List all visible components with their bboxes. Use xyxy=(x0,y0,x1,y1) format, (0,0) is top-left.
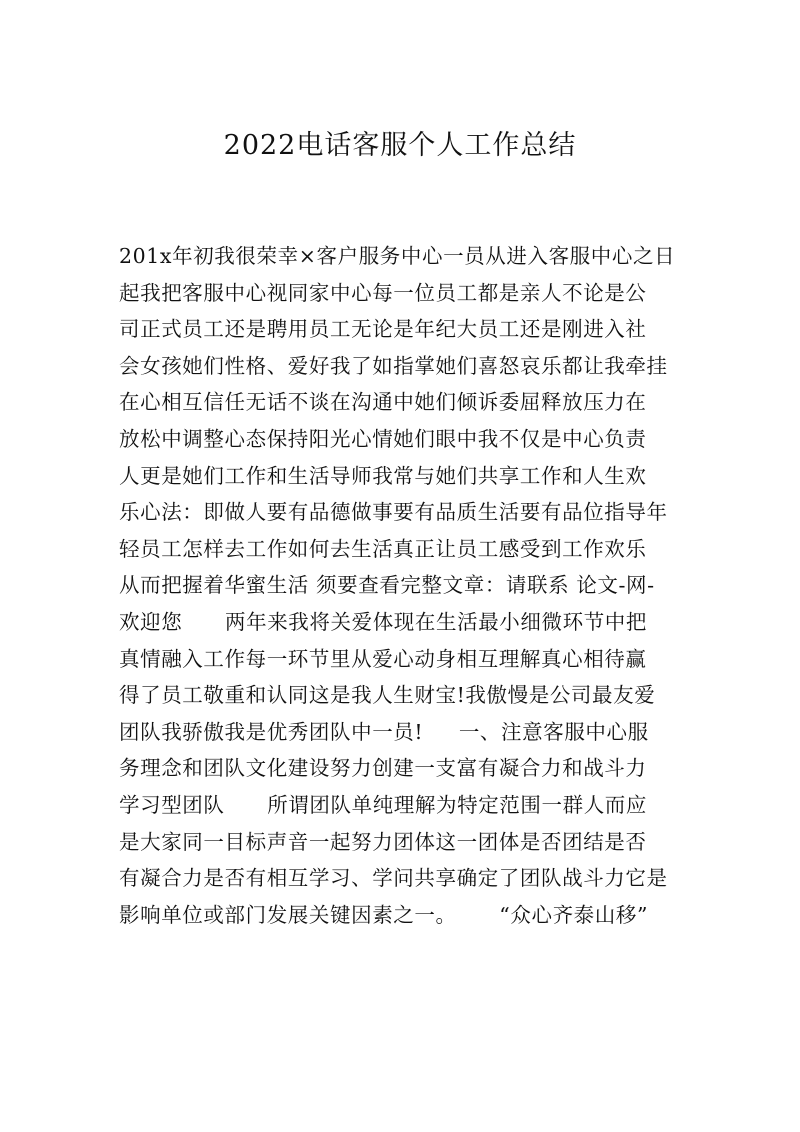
document-body xyxy=(119,238,699,933)
body-line: 在心相互信任无话不谈在沟通中她们倾诉委屈释放压力在 xyxy=(119,390,647,415)
body-line: 会女孩她们性格、爱好我了如指掌她们喜怒哀乐都让我牵挂 xyxy=(119,353,668,378)
body-line: 真情融入工作每一环节里从爱心动身相互理解真心相待赢 xyxy=(119,646,647,671)
document-title: 2022电话客服个人工作总结 xyxy=(223,130,577,161)
body-line: 201x年初我很荣幸×客户服务中心一员从进入客服中心之日 xyxy=(119,244,676,268)
body-line: 学习型团队 所谓团队单纯理解为特定范围一群人而应 xyxy=(119,792,647,817)
body-line: 影响单位或部门发展关键因素之一。 “众心齐泰山移” xyxy=(119,902,649,927)
body-line: 是大家同一目标声音一起努力团体这一团体是否团结是否 xyxy=(119,829,647,854)
body-line: 团队我骄傲我是优秀团队中一员! 一、注意客服中心服 xyxy=(119,719,649,744)
body-line: 从而把握着华蜜生活 须要查看完整文章：请联系 论文-网- xyxy=(119,573,655,598)
body-line: 起我把客服中心视同家中心每一位员工都是亲人不论是公 xyxy=(119,280,647,305)
body-line: 人更是她们工作和生活导师我常与她们共享工作和人生欢 xyxy=(119,463,647,488)
body-line: 乐心法：即做人要有品德做事要有品质生活要有品位指导年 xyxy=(119,500,668,525)
body-line: 放松中调整心态保持阳光心情她们眼中我不仅是中心负责 xyxy=(119,426,647,451)
body-line: 欢迎您 两年来我将关爱体现在生活最小细微环节中把 xyxy=(119,609,647,634)
body-line: 得了员工敬重和认同这是我人生财宝!我傲慢是公司最友爱 xyxy=(119,683,656,708)
body-line: 务理念和团队文化建设努力创建一支富有凝合力和战斗力 xyxy=(119,756,647,781)
body-line: 轻员工怎样去工作如何去生活真正让员工感受到工作欢乐 xyxy=(119,536,647,561)
body-line: 司正式员工还是聘用员工无论是年纪大员工还是刚进入社 xyxy=(119,317,647,342)
body-line: 有凝合力是否有相互学习、学问共享确定了团队战斗力它是 xyxy=(119,866,668,891)
